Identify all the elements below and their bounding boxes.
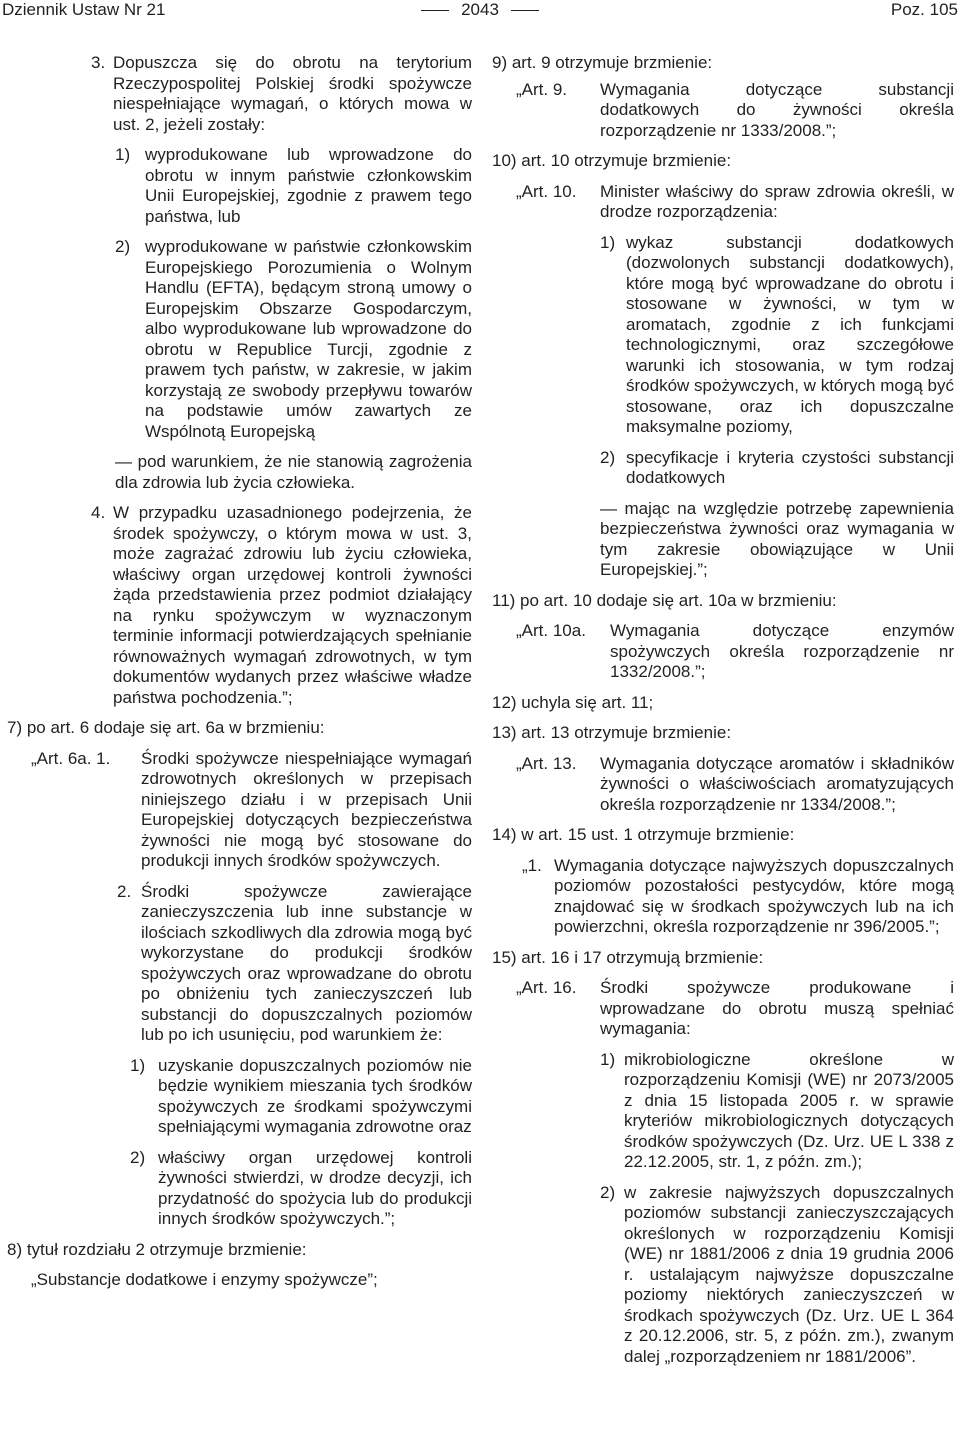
paragraph-3-item-2	[7, 237, 472, 442]
position-number: Poz. 105	[890, 0, 958, 19]
art-9-label: „Art. 9.	[516, 79, 568, 99]
art-16-item-2-label: 2)	[600, 1182, 616, 1202]
art-6a-item-1-text: uzyskanie dopuszczalnych poziomów nie będzie wynikiem mieszania tych środków spożywczych ze środkami spożywczymi spełniającymi wymagania zdrowotne oraz	[158, 1055, 472, 1136]
item-8-quote: „Substancje dodatkowe i enzymy spożywcze”;	[31, 1270, 378, 1289]
paragraph-3-label: 3.	[91, 53, 106, 72]
art-10-item-2-label: 2)	[600, 447, 616, 467]
art-10a-label: „Art. 10a.	[516, 621, 586, 640]
page-header	[0, 0, 960, 22]
item-13: 13) art. 13 otrzymuje brzmienie:	[492, 723, 732, 742]
right-column	[492, 53, 954, 1367]
art-6a-item-2-text: właściwy organ urzędowej kontroli żywności stwierdzi, w drodze decyzji, ich przydatność do spożycia lub do produkcji innych środków spożywczych.”;	[158, 1147, 472, 1228]
item-10: 10) art. 10 otrzymuje brzmienie:	[492, 151, 732, 170]
ust-1-label: „1.	[522, 855, 542, 875]
art-6a-paragraph-2-text: Środki spożywcze zawierające zanieczyszczenia lub inne substancje w ilościach szkodliwych dla zdrowia mogą być wykorzystane do produkcji środków spożywczych oraz wprowadzane do obrotu po obniżeniu tych zanieczyszczeń lub substancji do dopuszczalnych poziomów lub po ich usunięciu, pod warunkiem że:	[141, 881, 472, 1044]
art-6a-paragraph-1-text: Środki spożywcze niespełniające wymagań zdrowotnych określonych w przepisach niniejszego działu i w przepisach Unii Europejskiej dotyczących bezpieczeństwa żywności nie mogą być stosowane do produkcji innych środków spożywczych.	[141, 748, 472, 870]
paragraph-3-item-2-label: 2)	[115, 237, 131, 256]
item-8: 8) tytuł rozdziału 2 otrzymuje brzmienie:	[7, 1239, 307, 1259]
item-14: 14) w art. 15 ust. 1 otrzymuje brzmienie:	[492, 825, 795, 844]
art-10-item-1	[492, 233, 954, 438]
item-15: 15) art. 16 i 17 otrzymują brzmienie:	[492, 947, 764, 967]
paragraph-4-text: W przypadku uzasadnionego podejrzenia, że środek spożywczy, o którym mowa w ust. 3, może zagrażać zdrowiu lub życiu człowieka, właściwy organ urzędowej kontroli żywności żąda przedstawienia przez podmiot działający na rynku spożywczym w wyznaczonym terminie informacji potwierdzających spełnianie równoważnych wymagań zdrowotnych, w tym dokumentów wydanych przez właściwe władze państwa pochodzenia.”;	[113, 503, 472, 707]
art-6a-label: „Art. 6a. 1.	[31, 748, 111, 768]
art-16-item-2-text: w zakresie najwyższych dopuszczalnych poziomów substancji zanieczyszczających określonych w rozporządzeniu Komisji (WE) nr 1881/2006 z dnia 19 grudnia 2006 r. ustalającym najwyższe dopuszczalne poziomy niektórych zanieczyszczeń w środkach spożywczych (Dz. Urz. UE L 364 z 20.12.2006, str. 5, z późn. zm.), zwanym dalej „rozporządzeniem nr 1881/2006”.	[624, 1182, 954, 1366]
item-7: 7) po art. 6 dodaje się art. 6a w brzmieniu:	[7, 718, 325, 737]
art-6a-item-2	[7, 1148, 472, 1230]
dash-left	[421, 10, 449, 11]
paragraph-3	[7, 53, 472, 135]
art-6a-paragraph-2-label: 2.	[117, 881, 132, 901]
item-12: 12) uchyla się art. 11;	[492, 692, 654, 712]
art-16-item-1-text: mikrobiologiczne określone w rozporządzeniu Komisji (WE) nr 2073/2005 z dnia 15 listopada 2005 r. w sprawie kryteriów mikrobiologicznych dotyczących środków spożywczych (Dz. Urz. UE L 338 z 22.12.2005, str. 1, z późn. zm.);	[624, 1049, 954, 1171]
paragraph-3-item-1-label: 1)	[115, 145, 131, 164]
paragraph-3-tail: — pod warunkiem, że nie stanowią zagrożenia dla zdrowia lub życia człowieka.	[115, 452, 472, 492]
paragraph-3-item-2-text: wyprodukowane w państwie członkowskim Europejskiego Porozumienia o Wolnym Handlu (EFTA), będącym stroną umowy o Europejskim Obszarze Gospodarczym, albo wyprodukowane lub wprowadzone do obrotu w Republice Turcji, zgodnie z prawem tych państw, w zakresie, w jakim korzystają ze swobody przepływu towarów na podstawie umów zawartych ze Wspólnotą Europejską	[145, 237, 472, 441]
art-6a-item-1	[7, 1056, 472, 1138]
art-10-item-1-label: 1)	[600, 232, 616, 252]
art-6a-paragraph-1	[7, 749, 472, 872]
art-16-text: Środki spożywcze produkowane i wprowadzane do obrotu muszą spełniać wymagania:	[600, 978, 954, 1038]
item-9: 9) art. 9 otrzymuje brzmienie:	[492, 53, 713, 72]
item-11: 11) po art. 10 dodaje się art. 10a w brzmieniu:	[492, 590, 837, 610]
art-10-text: Minister właściwy do spraw zdrowia określi, w drodze rozporządzenia:	[600, 181, 954, 221]
art-16-label: „Art. 16.	[516, 978, 577, 997]
art-6a-item-2-label: 2)	[130, 1147, 146, 1167]
art-9	[492, 80, 954, 142]
art-10-item-2-text: specyfikacje i kryteria czystości substancji dodatkowych	[626, 447, 954, 487]
art-10a	[492, 621, 954, 683]
journal-title: Dziennik Ustaw Nr 21	[2, 0, 166, 19]
art-10a-text: Wymagania dotyczące enzymów spożywczych określa rozporządzenie nr 1332/2008.”;	[610, 621, 954, 681]
art-10-item-2	[492, 448, 954, 489]
art-16-item-1-label: 1)	[600, 1049, 616, 1069]
art-13	[492, 754, 954, 816]
art-13-label: „Art. 13.	[516, 753, 577, 773]
art-9-text: Wymagania dotyczące substancji dodatkowych do żywności określa rozporządzenie nr 1333/2008.”;	[600, 79, 954, 140]
dash-right	[511, 10, 539, 11]
art-6a-item-1-label: 1)	[130, 1055, 146, 1075]
art-16-item-1	[492, 1050, 954, 1173]
art-13-text: Wymagania dotyczące aromatów i składników żywności o właściwościach aromatyzujących określa rozporządzenie nr 1334/2008.”;	[600, 753, 954, 814]
art-10-label: „Art. 10.	[516, 181, 577, 201]
paragraph-3-item-1-text: wyprodukowane lub wprowadzone do obrotu w innym państwie członkowskim Unii Europejskiej, zgodnie z prawem tego państwa, lub	[145, 145, 472, 226]
page-number: 2043	[461, 0, 499, 19]
ust-1	[492, 856, 954, 938]
art-16	[492, 978, 954, 1040]
art-10-tail: — mając na względzie potrzebę zapewnienia bezpieczeństwa żywności oraz wymagania w tym zakresie obowiązujące w Unii Europejskiej.”;	[600, 498, 954, 579]
left-column	[7, 53, 472, 1291]
ust-1-text: Wymagania dotyczące najwyższych dopuszczalnych poziomów pozostałości pestycydów, które mogą znajdować się w środkach spożywczych lub na ich powierzchni, określa rozporządzenie nr 396/2005.”;	[554, 855, 954, 936]
paragraph-4	[7, 503, 472, 708]
paragraph-3-text: Dopuszcza się do obrotu na terytorium Rzeczypospolitej Polskiej środki spożywcze niespełniające wymagań, o których mowa w ust. 2, jeżeli zostały:	[113, 53, 472, 134]
art-16-item-2	[492, 1183, 954, 1368]
page-number-wrap	[0, 0, 960, 20]
art-10-item-1-text: wykaz substancji dodatkowych (dozwolonych substancji dodatkowych), które mogą być wprowadzane do obrotu i stosowane w żywności, w tym w aromatach, zgodnie z ich funkcjami technologicznymi, oraz szczegółowe warunki ich stosowania, w tym rodzaj środków spożywczych, w których mogą być stosowane, oraz ich dopuszczalne maksymalne poziomy,	[626, 232, 954, 436]
paragraph-3-item-1	[7, 145, 472, 227]
art-6a-paragraph-2	[7, 882, 472, 1046]
paragraph-4-label: 4.	[91, 503, 106, 522]
art-10	[492, 182, 954, 223]
